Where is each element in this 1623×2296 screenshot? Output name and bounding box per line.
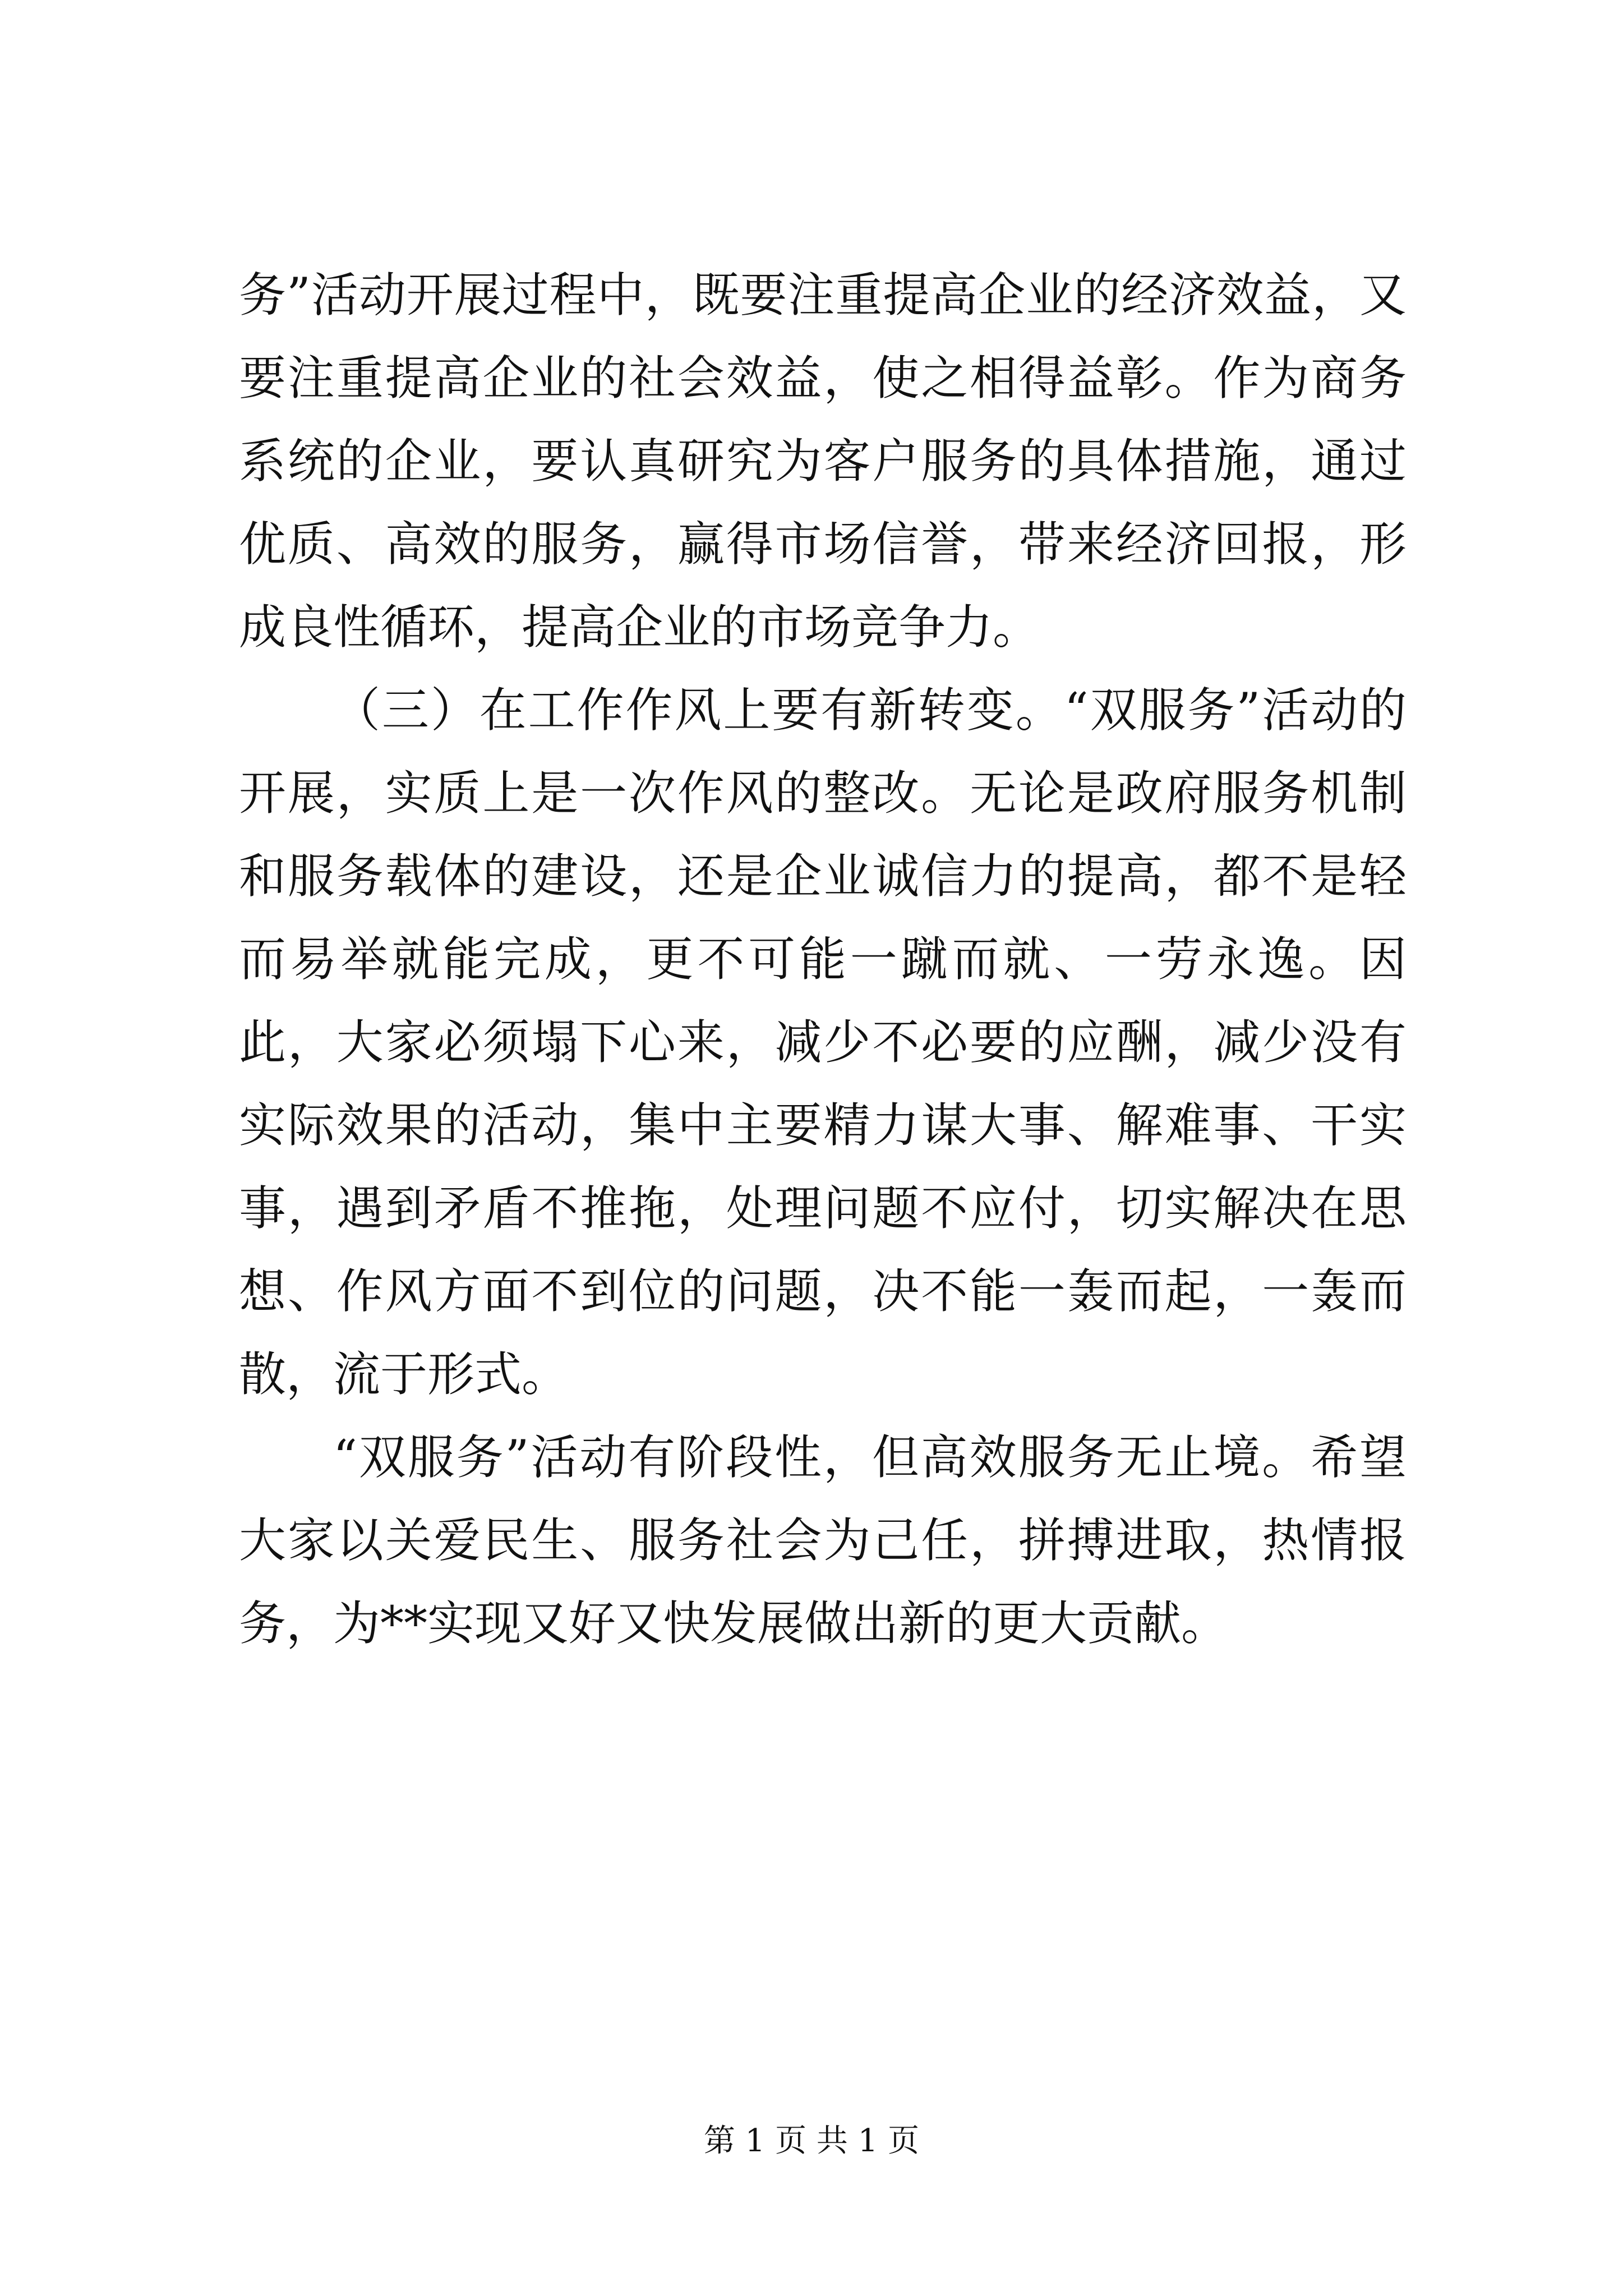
paragraph-work-style: （三）在工作作风上要有新转变。“双服务”活动的开展，实质上是一次作风的整改。无论是政府服务机制和服务载体的建设，还是企业诚信力的提高，都不是轻而易举就能完成，更不可能一蹴而就、一劳永逸。因此，大家必须塌下心来，减少不必要的应酬，减少没有实际效果的活动，集中主要精力谋大事、解难事、干实事，遇到矛盾不推拖，处理问题不应付，切实解决在思想、作风方面不到位的问题，决不能一轰而起，一轰而散，流于形式。 [239, 683, 1407, 1402]
page-footer: 第 1 页 共 1 页 [703, 2123, 920, 2159]
paragraph-continuation: 务”活动开展过程中，既要注重提高企业的经济效益，又要注重提高企业的社会效益，使之相得益彰。作为商务系统的企业，要认真研究为客户服务的具体措施，通过优质、高效的服务，赢得市场信誉，带来经济回报，形成良性循环，提高企业的市场竞争力。 [239, 268, 1407, 655]
paragraph-closing: “双服务”活动有阶段性，但高效服务无止境。希望大家以关爱民生、服务社会为己任，拼搏进取，热情报务，为**实现又好又快发展做出新的更大贡献。 [239, 1430, 1407, 1651]
document-body [239, 254, 1407, 1665]
